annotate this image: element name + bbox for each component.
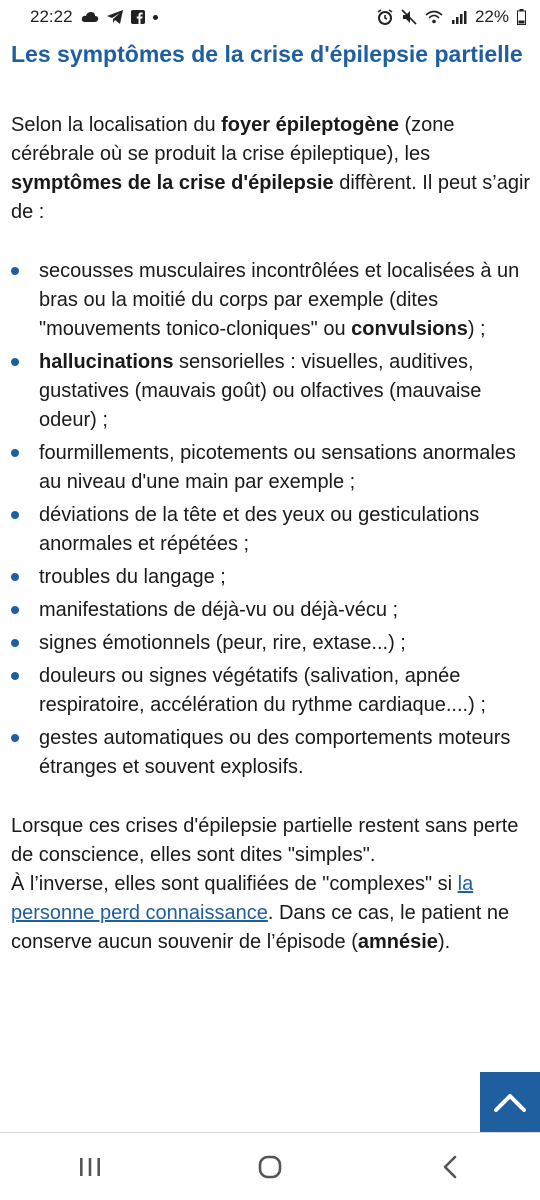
clock: 22:22: [30, 7, 73, 26]
chevron-up-icon: [493, 1091, 527, 1113]
intro-bold-1: foyer épileptogène: [221, 114, 399, 136]
mute-icon: [401, 9, 417, 25]
back-to-top-button[interactable]: [480, 1072, 540, 1132]
list-item: [11, 439, 532, 497]
intro-bold-2: symptômes de la crise d'épilepsie: [11, 172, 334, 194]
item-text: sensorielles : visuelles, auditives, gustatives (mauvais goût) ou olfactives (mauvaise odeur) ;: [39, 351, 482, 431]
recents-icon: [78, 1157, 102, 1177]
section-title: Les symptômes de la crise d'épilepsie partielle: [11, 41, 523, 67]
list-item: [11, 348, 532, 435]
outro-text: ).: [437, 931, 451, 953]
home-icon: [257, 1154, 283, 1180]
article-content: [11, 40, 532, 957]
intro-paragraph: [11, 111, 532, 227]
item-text: douleurs ou signes végétatifs (salivation, apnée respiratoire, accélération du rythme cardiaque....) ;: [39, 665, 486, 716]
symptom-list: [11, 257, 532, 782]
outro-bold: amnésie: [357, 931, 438, 953]
list-item: [11, 596, 532, 625]
link-perte-connaissance[interactable]: la personne perd connaissance: [11, 873, 474, 924]
item-text: troubles du langage ;: [39, 566, 226, 588]
item-text: ) ;: [467, 318, 486, 340]
alarm-icon: [377, 9, 393, 25]
list-item: [11, 563, 532, 592]
intro-text-1: Selon la localisation du: [11, 114, 222, 136]
outro-paragraph: [11, 812, 532, 957]
item-text: secousses musculaires incontrôlées et localisées à un bras ou la moitié du corps par exemple (dites "mouvements tonico-cloniques" ou: [39, 260, 520, 340]
outro-text: . Dans ce cas, le patient ne conserve aucun souvenir de l’épisode (: [11, 902, 510, 953]
facebook-icon: [131, 10, 145, 24]
intro-text-3: diffèrent. Il peut s’agir de :: [11, 172, 531, 223]
recents-button[interactable]: [60, 1142, 120, 1192]
list-item: [11, 662, 532, 720]
outro-line-2: [11, 870, 532, 957]
item-bold: hallucinations: [39, 351, 174, 373]
list-item: [11, 501, 532, 559]
home-button[interactable]: [240, 1142, 300, 1192]
list-item: [11, 257, 532, 344]
status-bar: [0, 0, 540, 34]
status-left: [30, 7, 158, 27]
back-button[interactable]: [420, 1142, 480, 1192]
outro-text: À l’inverse, elles sont qualifiées de "complexes" si: [11, 873, 458, 895]
intro-text-2: (zone cérébrale où se produit la crise épileptique), les: [11, 114, 455, 165]
dot-icon: [153, 15, 158, 20]
signal-icon: [451, 10, 467, 24]
item-text: gestes automatiques ou des comportements moteurs étranges et souvent explosifs.: [39, 727, 511, 778]
cloud-icon: [81, 11, 99, 23]
list-item: [11, 724, 532, 782]
back-icon: [442, 1155, 458, 1179]
outro-line-1: Lorsque ces crises d'épilepsie partielle restent sans perte de conscience, elles sont dites "simples".: [11, 815, 519, 866]
item-text: déviations de la tête et des yeux ou gesticulations anormales et répétées ;: [39, 504, 480, 555]
item-bold: convulsions: [351, 318, 468, 340]
item-text: signes émotionnels (peur, rire, extase...) ;: [39, 632, 406, 654]
item-text: manifestations de déjà-vu ou déjà-vécu ;: [39, 599, 399, 621]
item-text: fourmillements, picotements ou sensations anormales au niveau d'une main par exemple ;: [39, 442, 516, 493]
status-right: [377, 7, 526, 27]
navigation-bar: [0, 1133, 540, 1200]
battery-percent: 22%: [474, 7, 509, 26]
list-item: [11, 629, 532, 658]
wifi-icon: [425, 10, 443, 24]
battery-icon: [517, 9, 526, 25]
telegram-icon: [107, 10, 123, 24]
